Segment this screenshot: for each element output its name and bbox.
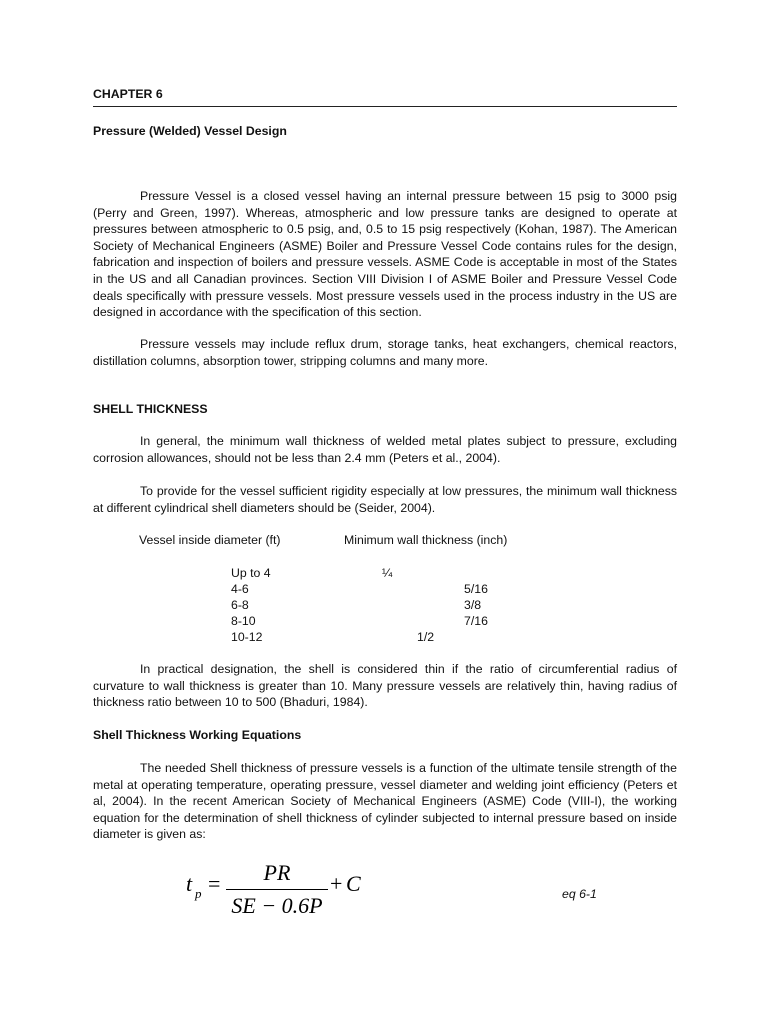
equation-denominator: SE − 0.6P bbox=[231, 893, 323, 918]
shell-text-3: In practical designation, the shell is considered thin if the ratio of circumferential radius of curvature to wall thickness is greater than 10. Many pressure vessels are relatively thin, having radius of thickness ratio between 10 to 500 (Bhaduri, 1984). bbox=[93, 662, 677, 710]
working-text: The needed Shell thickness of pressure vessels is a function of the ultimate tensile strength of the metal at operating temperature, operating pressure, vessel diameter and welding joint efficiency (Peters et al, 2004). In the recent American Society of Mechanical Engineers (ASME) Code (VIII-I), the working equation for the determination of shell thickness of cylinder subjected to internal pressure based on inside diameter is given as: bbox=[93, 761, 677, 842]
equation-plus: + bbox=[330, 871, 343, 896]
intro-text-1: Pressure Vessel is a closed vessel having an internal pressure between 15 psig to 3000 psig (Perry and Green, 1997). Whereas, atmospheric and low pressure tanks are designed to operate at pressures between atmospheric to 0.5 psig, and, 0.5 to 15 psig respectively (Kohan, 1987). The American Society of Mechanical Engineers (ASME) Boiler and Pressure Vessel Code contains rules for the design, fabrication and inspection of boilers and pressure vessels. ASME Code is acceptable in most of the States in the US and all Canadian provinces. Section VIII Division I of ASME Boiler and Pressure Vessel Code deals specifically with pressure vessels. Most pressure vessels used in the process industry in the US are designed in accordance with the specification of this section. bbox=[93, 189, 677, 320]
row-diameter: 4-6 bbox=[231, 582, 249, 596]
row-diameter: 6-8 bbox=[231, 598, 249, 612]
table-row bbox=[231, 581, 631, 598]
shell-text-1: In general, the minimum wall thickness of welded metal plates subject to pressure, excluding corrosion allowances, should not be less than 2.4 mm (Peters et al., 2004). bbox=[93, 434, 677, 465]
row-thickness: 5/16 bbox=[464, 582, 488, 596]
equation-equals: = bbox=[208, 871, 221, 896]
row-diameter: 10-12 bbox=[231, 630, 263, 644]
row-diameter: Up to 4 bbox=[231, 566, 271, 580]
intro-paragraph-2 bbox=[93, 336, 677, 369]
column-header-diameter: Vessel inside diameter (ft) bbox=[139, 533, 281, 547]
table-row bbox=[231, 597, 631, 614]
row-diameter: 8-10 bbox=[231, 614, 256, 628]
intro-text-2: Pressure vessels may include reflux drum, storage tanks, heat exchangers, chemical reactors, distillation columns, absorption tower, stripping columns and many more. bbox=[93, 337, 677, 368]
shell-thickness-equation bbox=[186, 860, 416, 920]
intro-paragraph-1 bbox=[93, 188, 677, 321]
shell-text-2: To provide for the vessel sufficient rigidity especially at low pressures, the minimum wall thickness at different cylindrical shell diameters should be (Seider, 2004). bbox=[93, 484, 677, 515]
row-thickness: 7/16 bbox=[464, 614, 488, 628]
shell-thickness-heading: SHELL THICKNESS bbox=[93, 402, 208, 416]
equation-constant: C bbox=[346, 871, 361, 896]
equation-numerator: PR bbox=[263, 860, 291, 885]
column-header-thickness: Minimum wall thickness (inch) bbox=[344, 533, 508, 547]
working-equations-heading: Shell Thickness Working Equations bbox=[93, 728, 302, 742]
shell-paragraph-1 bbox=[93, 433, 677, 466]
row-thickness: ¼ bbox=[382, 566, 393, 580]
working-paragraph bbox=[93, 760, 677, 843]
equation-lhs-subscript: p bbox=[195, 886, 202, 901]
shell-paragraph-2 bbox=[93, 483, 677, 516]
equation-fraction bbox=[226, 860, 328, 919]
shell-paragraph-3 bbox=[93, 661, 677, 711]
table-row bbox=[231, 565, 631, 582]
table-row bbox=[231, 629, 631, 646]
table-row bbox=[231, 613, 631, 630]
row-thickness: 3/8 bbox=[464, 598, 482, 612]
section-title: Pressure (Welded) Vessel Design bbox=[93, 124, 287, 138]
equation-lhs: t bbox=[186, 871, 193, 896]
chapter-heading: CHAPTER 6 bbox=[93, 86, 677, 107]
fraction-bar bbox=[226, 889, 328, 890]
row-thickness: 1/2 bbox=[417, 630, 435, 644]
equation-label: eq 6-1 bbox=[562, 887, 597, 901]
